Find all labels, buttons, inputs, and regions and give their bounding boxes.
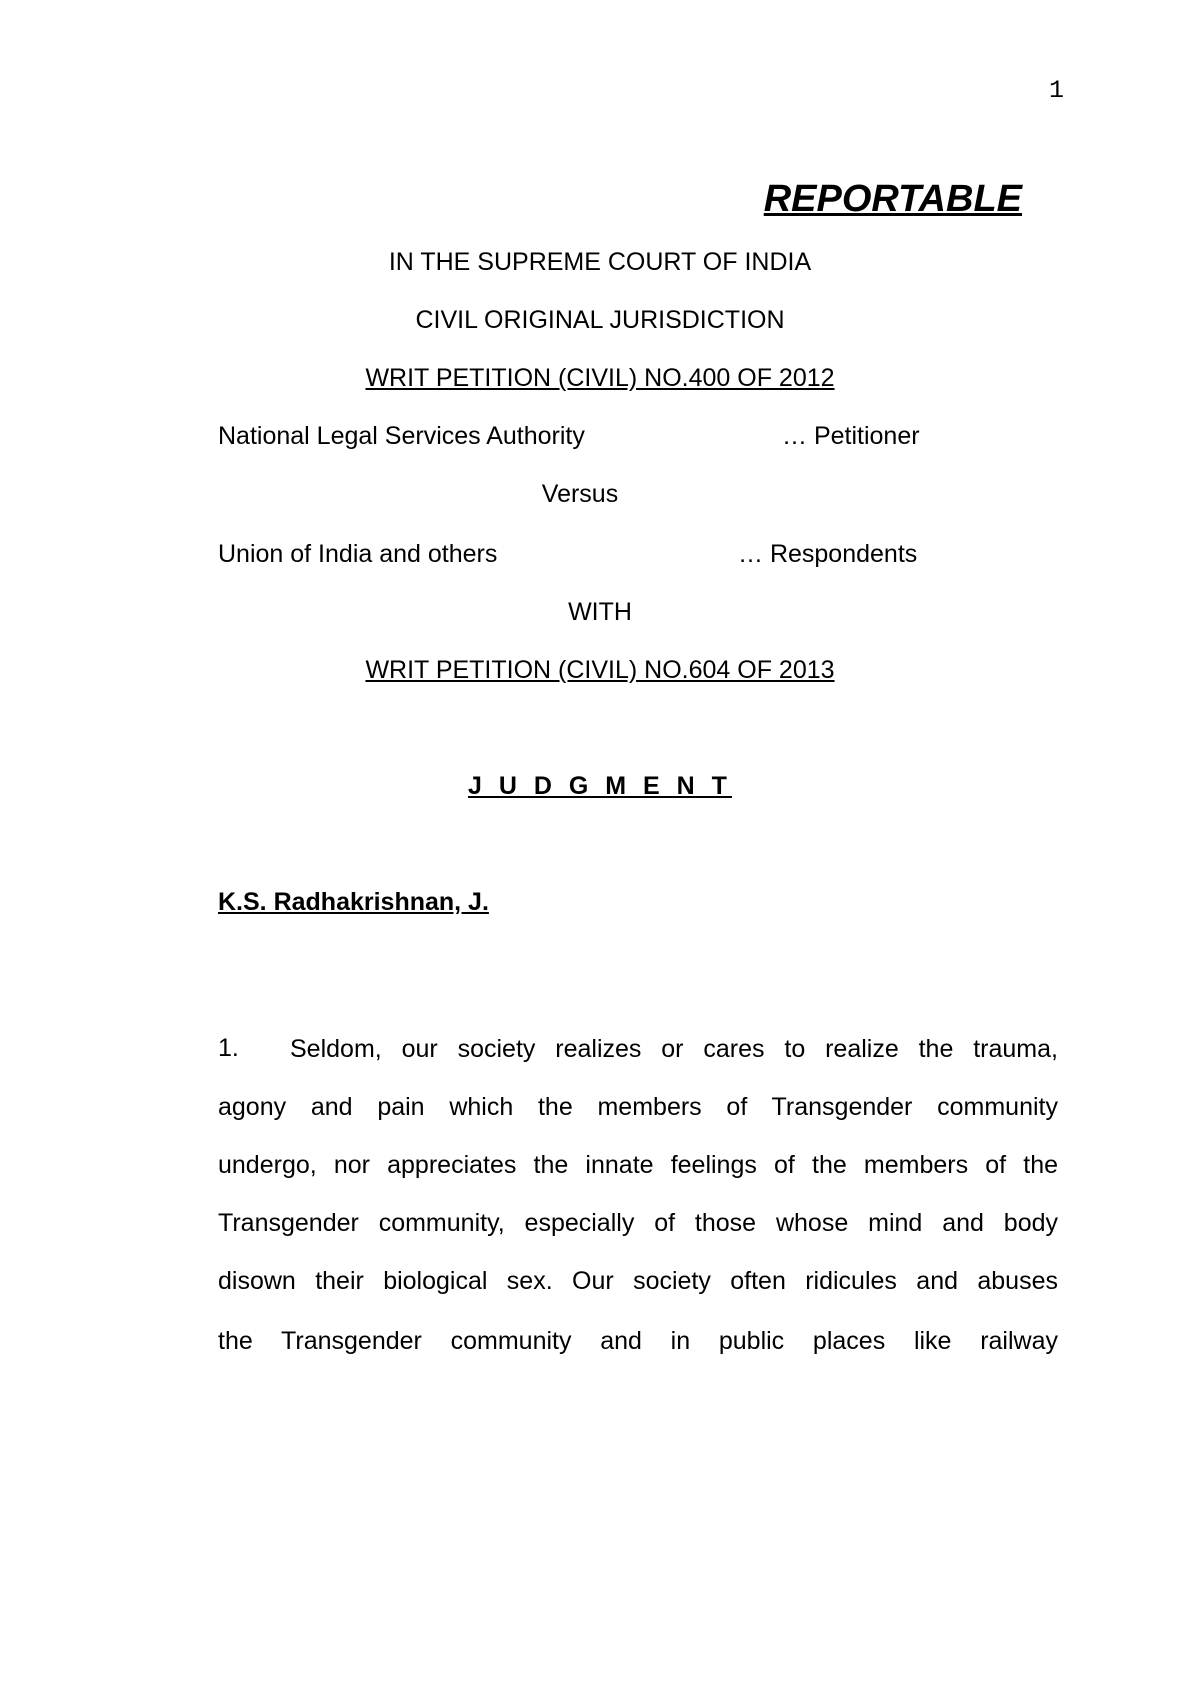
jurisdiction: CIVIL ORIGINAL JURISDICTION [415,306,785,334]
case-number-secondary: WRIT PETITION (CIVIL) NO.604 OF 2013 [365,656,835,684]
paragraph-line: agony and pain which the members of Transgender community [218,1093,1058,1121]
reportable-label: REPORTABLE [763,178,1022,220]
page-number: 1 [1048,76,1064,105]
with-label: WITH [568,598,632,626]
judgment-heading: J U D G M E N T [468,772,732,800]
paragraph-line: Transgender community, especially of those whose mind and body [218,1209,1058,1237]
judge-name: K.S. Radhakrishnan, J. [218,888,489,916]
paragraph-line: the Transgender community and in public places like railway [218,1327,1058,1355]
paragraph-line: disown their biological sex. Our society often ridicules and abuses [218,1267,1058,1295]
case-number-primary: WRIT PETITION (CIVIL) NO.400 OF 2012 [365,364,835,392]
petitioner-name: National Legal Services Authority [218,422,585,450]
paragraph-number: 1. [218,1034,239,1062]
court-name: IN THE SUPREME COURT OF INDIA [388,248,812,276]
respondent-name: Union of India and others [218,540,498,568]
versus-label: Versus [541,480,619,508]
paragraph-line: undergo, nor appreciates the innate feelings of the members of the [218,1151,1058,1179]
respondent-role: … Respondents [738,540,918,568]
paragraph-line: Seldom, our society realizes or cares to realize the trauma, [290,1035,1058,1063]
petitioner-role: … Petitioner [782,422,920,450]
